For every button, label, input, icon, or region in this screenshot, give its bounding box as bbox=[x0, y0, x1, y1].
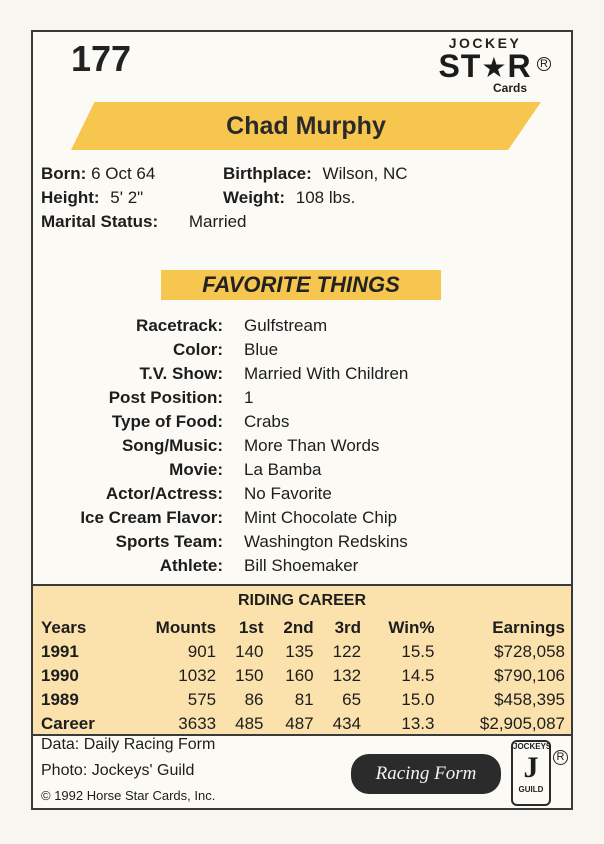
career-cell: 485 bbox=[235, 714, 264, 733]
favorite-label: Sports Team: bbox=[115, 532, 223, 551]
favorite-label: Color: bbox=[172, 340, 223, 359]
born-label: Born: bbox=[41, 164, 87, 183]
favorite-value: Bill Shoemaker bbox=[244, 556, 359, 575]
favorite-value: Blue bbox=[244, 340, 279, 359]
favorite-row bbox=[33, 340, 575, 364]
guild-bottom-text: GUILD bbox=[518, 785, 544, 794]
birthplace-label: Birthplace: bbox=[223, 164, 312, 183]
copyright: © 1992 Horse Star Cards, Inc. bbox=[41, 788, 216, 803]
favorite-row bbox=[33, 484, 575, 508]
favorite-label: T.V. Show: bbox=[139, 364, 223, 383]
career-cell: Career bbox=[41, 714, 95, 733]
data-credit: Data: Daily Racing Form bbox=[41, 736, 216, 753]
riding-career-panel bbox=[33, 584, 571, 736]
career-row bbox=[39, 664, 567, 688]
born-row bbox=[41, 164, 155, 184]
favorite-row bbox=[33, 460, 575, 484]
career-cell: 434 bbox=[332, 714, 362, 733]
jockey-name: Chad Murphy bbox=[226, 112, 386, 140]
career-row bbox=[39, 712, 567, 736]
guild-letter: J bbox=[523, 751, 539, 784]
trading-card bbox=[31, 30, 573, 810]
career-cell: 1991 bbox=[41, 642, 79, 661]
favorite-value: 1 bbox=[244, 388, 254, 407]
career-cell: 81 bbox=[294, 690, 314, 709]
career-header-cell: Earnings bbox=[492, 618, 565, 637]
birthplace-row bbox=[223, 164, 408, 184]
card-number: 177 bbox=[71, 38, 132, 79]
favorite-value: Washington Redskins bbox=[244, 532, 408, 551]
weight-label: Weight: bbox=[223, 188, 286, 207]
career-row bbox=[39, 640, 567, 664]
brand-main-text bbox=[425, 48, 545, 84]
career-cell: 575 bbox=[187, 690, 217, 709]
riding-career-title: RIDING CAREER bbox=[237, 592, 366, 609]
career-cell: 135 bbox=[285, 642, 314, 661]
career-cell: 86 bbox=[244, 690, 264, 709]
photo-credit: Photo: Jockeys' Guild bbox=[41, 762, 195, 779]
career-cell: 132 bbox=[332, 666, 362, 685]
career-header-cell: 2nd bbox=[283, 618, 314, 637]
career-header-row bbox=[39, 616, 567, 640]
weight-row bbox=[223, 188, 355, 208]
weight-value: 108 lbs. bbox=[295, 188, 356, 207]
career-cell: 1989 bbox=[41, 690, 79, 709]
marital-row bbox=[41, 212, 247, 232]
born-value: 6 Oct 64 bbox=[91, 164, 156, 183]
career-header-cell: 3rd bbox=[334, 618, 362, 637]
career-header-cell: Years bbox=[41, 618, 87, 637]
registered-icon: R bbox=[537, 57, 551, 71]
favorite-value: Crabs bbox=[244, 412, 290, 431]
career-cell: 160 bbox=[285, 666, 314, 685]
brand-r: R bbox=[507, 48, 532, 84]
favorite-row bbox=[33, 556, 575, 580]
star-icon: ★ bbox=[481, 52, 508, 83]
favorite-row bbox=[33, 388, 575, 412]
jockey-star-logo bbox=[425, 35, 548, 95]
favorite-row bbox=[33, 316, 575, 340]
brand-sub-text: Cards bbox=[492, 81, 527, 95]
favorite-label: Ice Cream Flavor: bbox=[80, 508, 223, 527]
riding-career-table bbox=[39, 616, 567, 736]
favorite-row bbox=[33, 364, 575, 388]
career-cell: 1990 bbox=[41, 666, 79, 685]
favorites-title: FAVORITE THINGS bbox=[202, 272, 400, 297]
favorite-label: Actor/Actress: bbox=[105, 484, 223, 503]
favorite-value: La Bamba bbox=[244, 460, 322, 479]
favorite-value: No Favorite bbox=[244, 484, 332, 503]
career-cell: 140 bbox=[235, 642, 264, 661]
favorite-label: Post Position: bbox=[108, 388, 223, 407]
career-cell: 15.5 bbox=[401, 642, 435, 661]
favorite-value: Married With Children bbox=[244, 364, 409, 383]
registered-icon: R bbox=[553, 750, 568, 765]
career-cell: 122 bbox=[332, 642, 362, 661]
career-cell: 14.5 bbox=[401, 666, 435, 685]
marital-value: Married bbox=[188, 212, 247, 231]
favorite-row bbox=[33, 436, 575, 460]
favorite-value: Gulfstream bbox=[244, 316, 328, 335]
career-cell: 65 bbox=[342, 690, 362, 709]
brand-st: ST bbox=[438, 48, 482, 84]
career-cell: 487 bbox=[285, 714, 314, 733]
favorite-label: Type of Food: bbox=[111, 412, 223, 431]
height-value: 5' 2" bbox=[110, 188, 144, 207]
favorite-label: Song/Music: bbox=[121, 436, 223, 455]
height-row bbox=[41, 188, 143, 208]
career-cell: $458,395 bbox=[494, 690, 565, 709]
favorite-value: More Than Words bbox=[244, 436, 380, 455]
career-header-cell: Mounts bbox=[155, 618, 217, 637]
birthplace-value: Wilson, NC bbox=[322, 164, 408, 183]
height-label: Height: bbox=[41, 188, 100, 207]
favorite-row bbox=[33, 412, 575, 436]
favorite-value: Mint Chocolate Chip bbox=[244, 508, 398, 527]
favorite-label: Racetrack: bbox=[136, 316, 223, 335]
brand-top-text: JOCKEY bbox=[448, 35, 522, 51]
career-cell: 15.0 bbox=[401, 690, 435, 709]
racing-form-logo: Racing Form bbox=[351, 754, 501, 794]
career-cell: 901 bbox=[187, 642, 217, 661]
jockeys-guild-logo bbox=[511, 740, 551, 806]
career-cell: 13.3 bbox=[401, 714, 435, 733]
career-cell: 150 bbox=[235, 666, 264, 685]
career-cell: 1032 bbox=[178, 666, 217, 685]
favorite-row bbox=[33, 532, 575, 556]
guild-top-text: JOCKEYS bbox=[513, 742, 552, 751]
career-cell: 3633 bbox=[178, 714, 217, 733]
favorite-label: Movie: bbox=[169, 460, 223, 479]
career-cell: $728,058 bbox=[494, 642, 565, 661]
favorite-row bbox=[33, 508, 575, 532]
marital-label: Marital Status: bbox=[41, 212, 159, 231]
career-header-cell: 1st bbox=[238, 618, 264, 637]
career-row bbox=[39, 688, 567, 712]
career-cell: $2,905,087 bbox=[479, 714, 565, 733]
career-cell: $790,106 bbox=[494, 666, 565, 685]
career-header-cell: Win% bbox=[388, 618, 435, 637]
favorite-label: Athlete: bbox=[159, 556, 223, 575]
